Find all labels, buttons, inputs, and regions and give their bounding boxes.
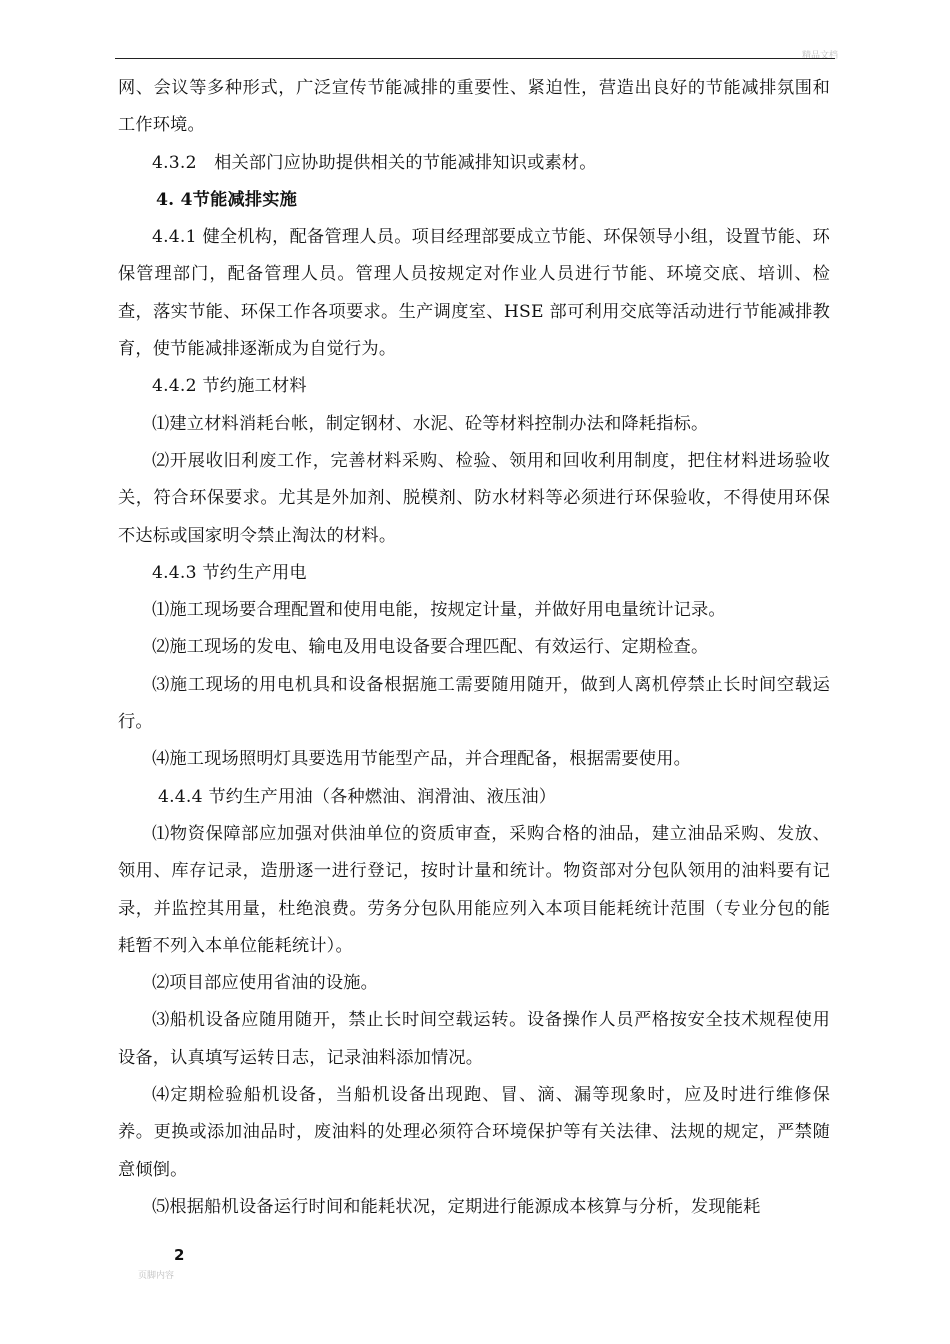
heading-4-4-3: 4.4.3 节约生产用电 [152,562,307,583]
heading-4-4-4: 4.4.4 节约生产用油（各种燃油、润滑油、液压油） [158,786,557,807]
list-item-4-4-2-2: ⑵开展收旧利废工作，完善材料采购、检验、领用和回收利用制度，把住材料进场验收关，符合环保要求。尤其是外加剂、脱模剂、防水材料等必须进行环保验收，不得使用环保不达标或国家明令禁止淘汰的材料。 [118,450,830,546]
list-item-4-4-4-4: ⑷定期检验船机设备，当船机设备出现跑、冒、滴、漏等现象时，应及时进行维修保养。更换或添加油品时，废油料的处理必须符合环境保护等有关法律、法规的规定，严禁随意倾倒。 [118,1085,830,1180]
list-item-4-4-3-2: ⑵施工现场的发电、输电及用电设备要合理匹配、有效运行、定期检查。 [152,637,709,658]
header-watermark-text: 精品文档 [801,51,838,61]
header-divider [115,58,835,59]
list-item-4-4-3-3: ⑶施工现场的用电机具和设备根据施工需要随用随开，做到人离机停禁止长时间空载运行。 [118,674,830,733]
heading-4-4-2: 4.4.2 节约施工材料 [152,376,307,397]
footer-watermark-text: 页脚内容 [138,1271,175,1281]
list-item-4-4-2-1: ⑴建立材料消耗台帐，制定钢材、水泥、砼等材料控制办法和降耗指标。 [152,413,709,434]
paragraph-continuation: 网、会议等多种形式，广泛宣传节能减排的重要性、紧迫性，营造出良好的节能减排氛围和工作环境。 [118,78,830,136]
list-item-4-4-3-1: ⑴施工现场要合理配置和使用电能，按规定计量，并做好用电量统计记录。 [152,600,726,621]
list-item-4-4-3-4: ⑷施工现场照明灯具要选用节能型产品，并合理配备，根据需要使用。 [152,749,692,770]
list-item-4-4-4-5: ⑸根据船机设备运行时间和能耗状况，定期进行能源成本核算与分析，发现能耗 [152,1196,761,1217]
section-4-3-2: 4.3.2 相关部门应协助提供相关的节能减排知识或素材。 [152,152,597,173]
list-item-4-4-4-2: ⑵项目部应使用省油的设施。 [152,973,379,994]
page-number: 2 [174,1246,185,1264]
list-item-4-4-4-1: ⑴物资保障部应加强对供油单位的资质审查，采购合格的油品，建立油品采购、发放、领用、库存记录，造册逐一进行登记，按时计量和统计。物资部对分包队领用的油料要有记录，并监控其用量，杜绝浪费。劳务分包队用能应列入本项目能耗统计范围（专业分包的能耗暂不列入本单位能耗统计）。 [118,823,830,956]
document-body [118,70,830,1226]
section-4-4-1: 4.4.1 健全机构，配备管理人员。项目经理部要成立节能、环保领导小组，设置节能、环保管理部门，配备管理人员。管理人员按规定对作业人员进行节能、环境交底、培训、检查，落实节能、环保工作各项要求。生产调度室、HSE 部可利用交底等活动进行节能减排教育，使节能减排逐渐成为自觉行为。 [118,227,830,360]
heading-4-4: 4. 4节能减排实施 [156,189,298,210]
list-item-4-4-4-3: ⑶船机设备应随用随开，禁止长时间空载运转。设备操作人员严格按安全技术规程使用设备，认真填写运转日志，记录油料添加情况。 [118,1010,830,1068]
